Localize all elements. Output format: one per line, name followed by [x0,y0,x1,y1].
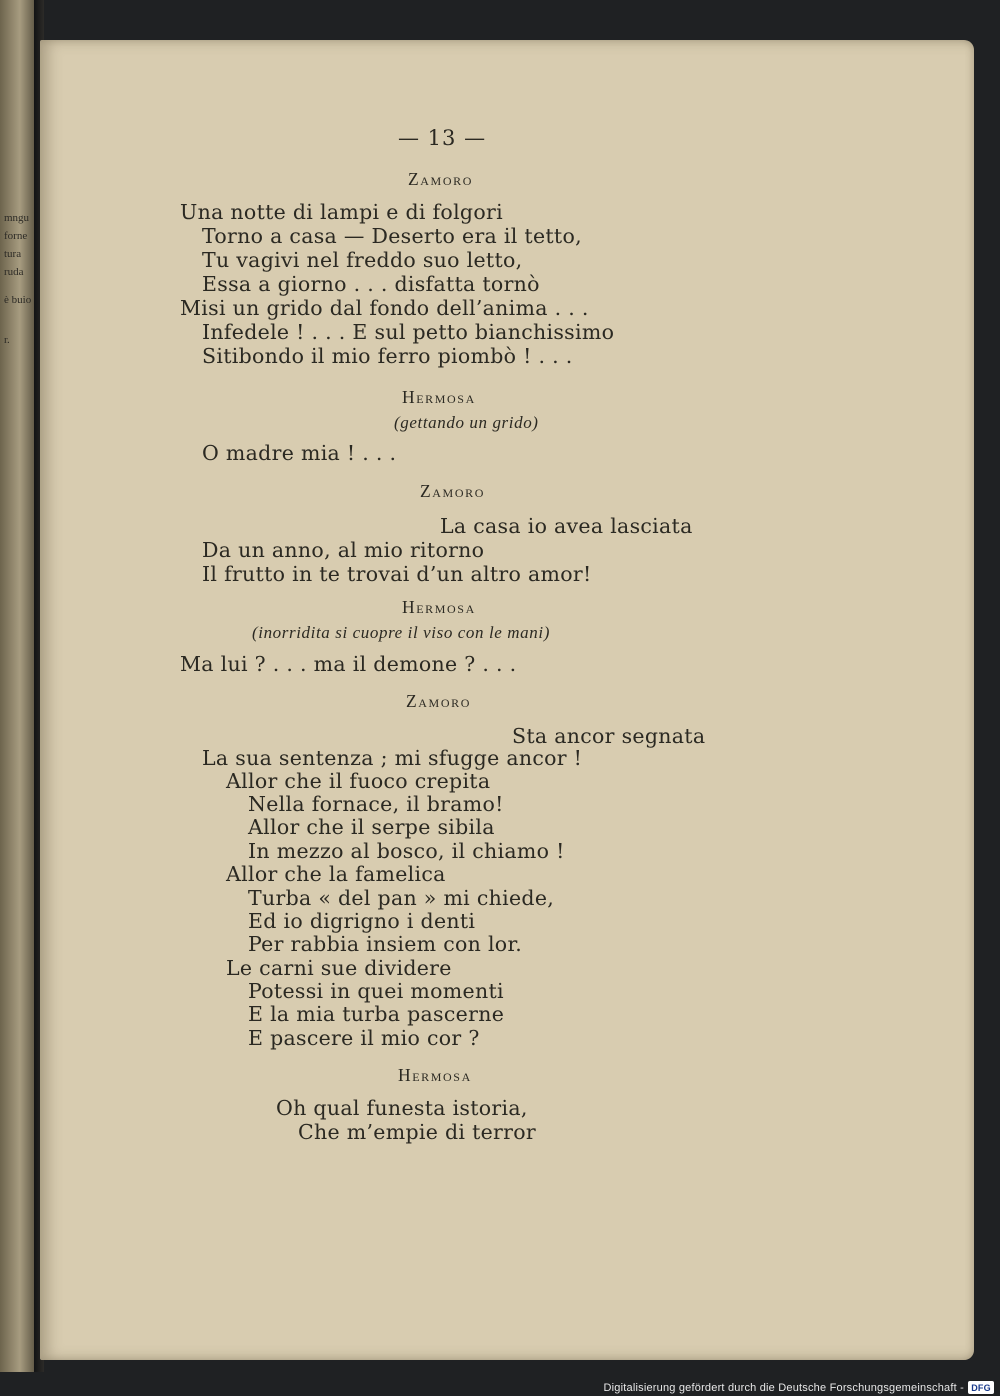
speaker-heading: Hermosa [402,387,476,407]
verse-line: Tu vagivi nel freddo suo letto, [202,248,523,272]
previous-page-edge [0,0,36,1372]
prev-page-fragment: ruda [4,266,24,278]
verse-line: Misi un grido dal fondo dell’anima . . . [180,296,589,320]
prev-page-fragment: è buio [4,294,32,306]
speaker-heading: Hermosa [402,597,476,617]
verse-line: Oh qual funesta istoria, [276,1096,528,1120]
stage-direction: (inorridita si cuopre il viso con le mani) [252,623,550,642]
verse-line: La casa io avea lasciata [440,514,693,538]
verse-line: Potessi in quei momenti [248,979,504,1003]
verse-line: Sitibondo il mio ferro piombò ! . . . [202,344,573,368]
funding-credit: Digitalisierung gefördert durch die Deutsche Forschungsgemeinschaft - [603,1381,964,1394]
verse-line: Per rabbia insiem con lor. [248,932,523,956]
prev-page-fragment: mngu [4,212,30,224]
digitization-footer [604,1381,994,1394]
stage-direction: (gettando un grido) [394,413,539,432]
speaker-heading: Zamoro [406,691,471,711]
verse-line: Torno a casa — Deserto era il tetto, [202,224,582,248]
verse-line: Allor che il fuoco crepita [226,769,491,793]
verse-line: Le carni sue dividere [226,956,452,980]
verse-line: Il frutto in te trovai d’un altro amor! [202,562,592,586]
verse-line: Allor che la famelica [226,862,446,886]
dfg-logo: DFG [968,1381,994,1394]
verse-line: E la mia turba pascerne [248,1002,505,1026]
prev-page-fragment: tura [4,248,22,260]
verse-line: Sta ancor segnata [512,724,706,748]
verse-line: Nella fornace, il bramo! [248,792,504,816]
page-number: — 13 — [398,126,487,150]
prev-page-fragment: forne [4,230,28,242]
verse-line: Infedele ! . . . E sul petto bianchissimo [202,320,615,344]
speaker-heading: Zamoro [420,481,485,501]
speaker-heading: Zamoro [408,169,473,189]
verse-line: Allor che il serpe sibila [248,815,495,839]
verse-line: Una notte di lampi e di folgori [180,200,503,224]
speaker-heading: Hermosa [398,1065,472,1085]
verse-line: Da un anno, al mio ritorno [202,538,485,562]
book-page [40,40,974,1360]
verse-line: Ma lui ? . . . ma il demone ? . . . [180,652,517,676]
verse-line: La sua sentenza ; mi sfugge ancor ! [202,746,583,770]
verse-line: Ed io digrigno i denti [248,909,476,933]
verse-line: Che m’empie di terror [298,1120,536,1144]
verse-line: Essa a giorno . . . disfatta tornò [202,272,540,296]
verse-line: Turba « del pan » mi chiede, [248,886,555,910]
prev-page-fragment: r. [4,334,10,346]
verse-line: O madre mia ! . . . [202,441,397,465]
verse-line: In mezzo al bosco, il chiamo ! [248,839,565,863]
verse-line: E pascere il mio cor ? [248,1026,480,1050]
